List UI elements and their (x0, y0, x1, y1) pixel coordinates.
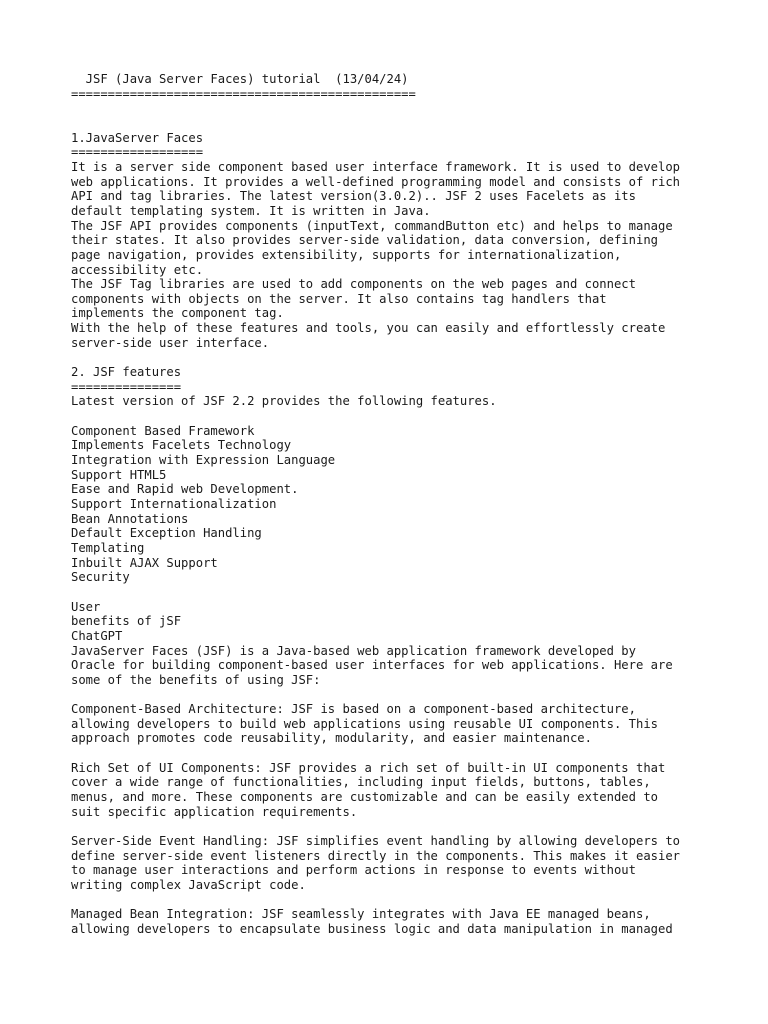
text-line: =============================================== (71, 86, 416, 101)
text-line: Integration with Expression Language (71, 453, 336, 467)
text-line: approach promotes code reusability, modularity, and easier maintenance. (71, 731, 592, 746)
text-line: implements the component tag. (71, 306, 284, 321)
text-line: suit specific application requirements. (71, 804, 358, 819)
text-line: Support HTML5 (71, 467, 167, 482)
document-body (71, 72, 731, 937)
text-line: Rich Set of UI Components: JSF provides a rich set of built-in UI components that (71, 760, 666, 775)
text-line: writing complex JavaScript code. (71, 877, 306, 892)
text-line: With the help of these features and tools, you can easily and effortlessly create (71, 321, 666, 336)
text-line: server-side user interface. (71, 335, 270, 350)
text-line: menus, and more. These components are customizable and can be easily extended to (71, 790, 658, 805)
text-line: Latest version of JSF 2.2 provides the following features. (71, 394, 497, 409)
text-line (71, 893, 731, 908)
text-line (71, 350, 731, 365)
text-line: to manage user interactions and perform actions in response to events without (71, 863, 636, 878)
text-line (71, 101, 731, 116)
text-line: 1.JavaServer Faces (71, 130, 204, 145)
text-line: accessibility etc. (71, 262, 204, 277)
text-line: JavaServer Faces (JSF) is a Java-based web application framework developed by (71, 643, 636, 658)
text-line: Support Internationalization (71, 496, 277, 511)
text-line: 2. JSF features (71, 365, 182, 380)
text-line: Managed Bean Integration: JSF seamlessly integrates with Java EE managed beans, (71, 907, 651, 922)
text-line: User (71, 599, 101, 614)
text-line: =============== (71, 379, 182, 394)
text-line: ChatGPT (71, 628, 123, 643)
text-line (71, 409, 731, 424)
text-line: Security (71, 570, 130, 585)
text-line: their states. It also provides server-side validation, data conversion, defining (71, 233, 658, 248)
text-line: Default Exception Handling (71, 526, 262, 541)
text-line: It is a server side component based user interface framework. It is used to develop (71, 159, 681, 174)
text-line: JSF (Java Server Faces) tutorial (13/04/24) (71, 72, 409, 86)
text-line: allowing developers to build web applications using reusable UI components. This (71, 716, 658, 731)
text-line (71, 687, 731, 702)
text-line: web applications. It provides a well-defined programming model and consists of rich (71, 174, 681, 189)
text-line (71, 819, 731, 834)
text-line: page navigation, provides extensibility, supports for internationalization, (71, 247, 622, 262)
text-line: API and tag libraries. The latest version(3.0.2).. JSF 2 uses Facelets as its (71, 189, 636, 204)
text-line: Inbuilt AJAX Support (71, 555, 218, 570)
text-line (71, 585, 731, 600)
text-line (71, 116, 731, 131)
text-line: The JSF Tag libraries are used to add components on the web pages and connect (71, 277, 636, 292)
text-line: default templating system. It is written in Java. (71, 203, 431, 218)
text-line: Ease and Rapid web Development. (71, 482, 299, 497)
text-line: Implements Facelets Technology (71, 438, 292, 453)
text-line: benefits of jSF (71, 614, 182, 629)
text-line: Templating (71, 540, 145, 555)
text-line: Component Based Framework (71, 423, 255, 438)
text-line: The JSF API provides components (inputText, commandButton etc) and helps to manage (71, 218, 673, 233)
text-line: some of the benefits of using JSF: (71, 672, 321, 687)
text-line: cover a wide range of functionalities, including input fields, buttons, tables, (71, 775, 651, 790)
text-line: define server-side event listeners directly in the components. This makes it easier (71, 848, 681, 863)
text-line: components with objects on the server. It also contains tag handlers that (71, 291, 607, 306)
text-line (71, 746, 731, 761)
text-line: Server-Side Event Handling: JSF simplifies event handling by allowing developers to (71, 834, 681, 848)
text-line: Component-Based Architecture: JSF is based on a component-based architecture, (71, 702, 636, 717)
text-line: Oracle for building component-based user interfaces for web applications. Here are (71, 658, 673, 673)
text-line: Bean Annotations (71, 511, 189, 526)
text-line: allowing developers to encapsulate business logic and data manipulation in managed (71, 921, 673, 936)
text-line: ================== (71, 145, 204, 160)
